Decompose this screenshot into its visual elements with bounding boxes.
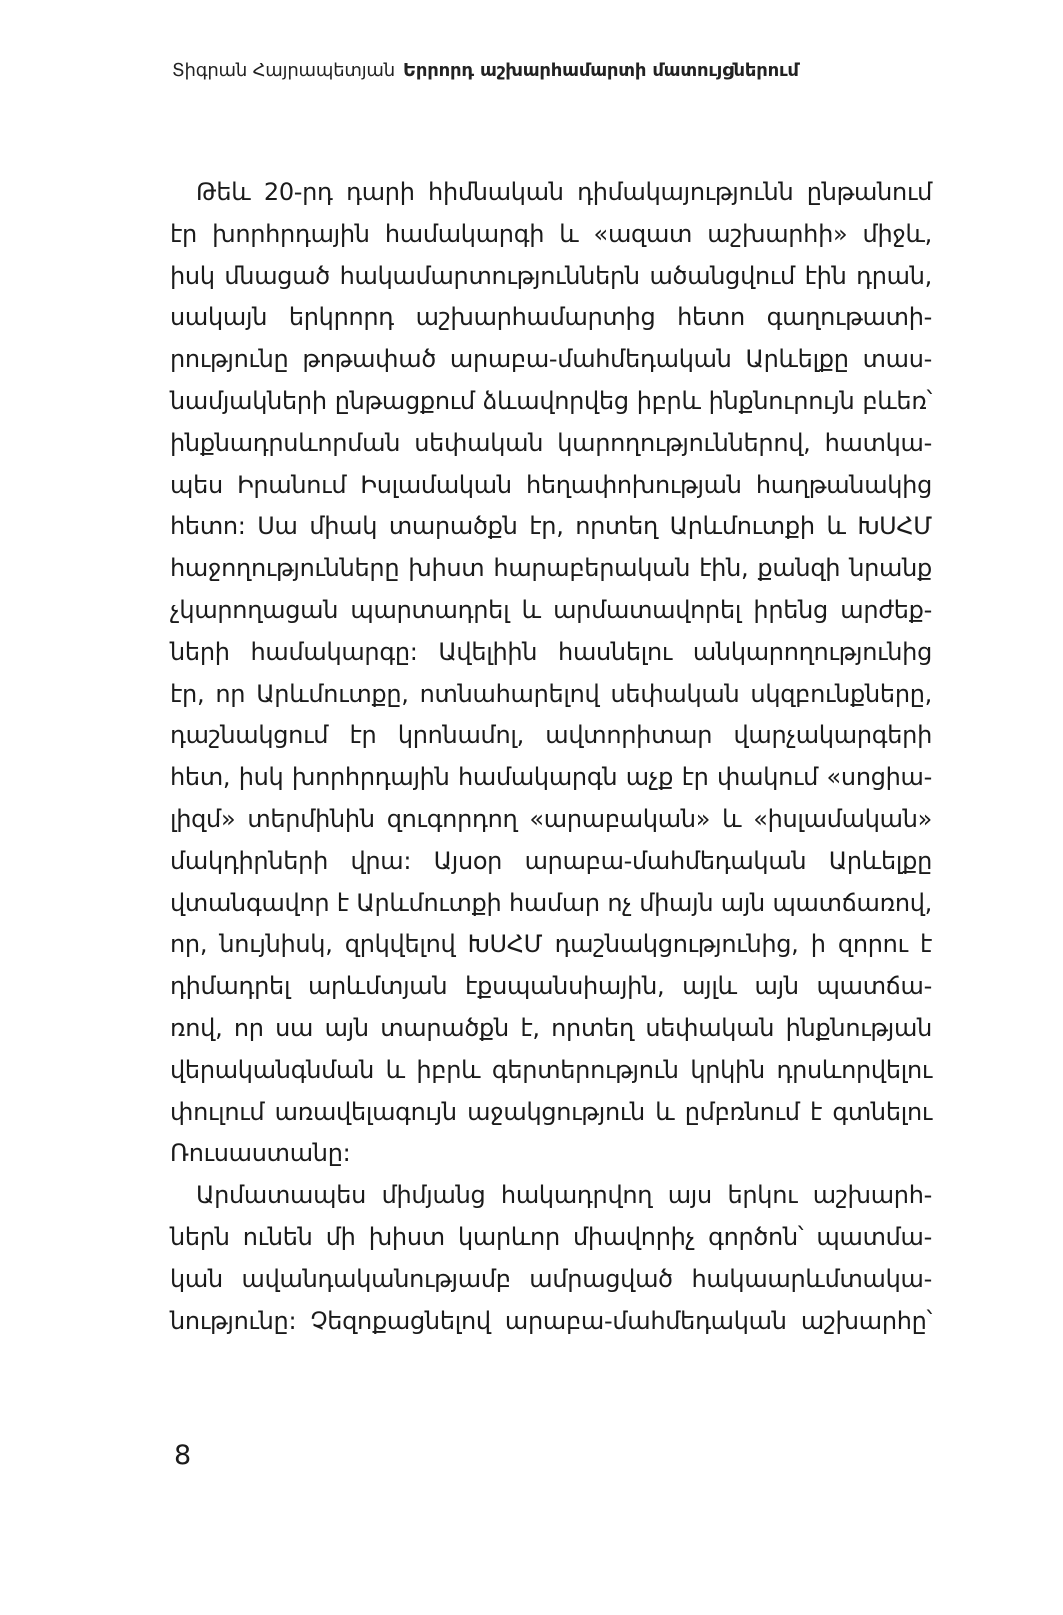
text-line: նամյակների ընթացքում ձևավորվեց իբրև ինքնուրույն բևեռ՝ bbox=[170, 386, 932, 415]
text-line: պես Իրանում Իսլամական հեղափոխության հաղթանակից bbox=[170, 470, 932, 499]
text-line: լիզմ» տերմինին զուգորդող «արաբական» և «իսլամական» bbox=[170, 804, 932, 833]
text-line: րությունը թոթափած արաբա-մահմեդական Արևելքը տաս- bbox=[170, 345, 932, 374]
text-line: սակայն երկրորդ աշխարհամարտից հետո գաղութատի- bbox=[170, 303, 932, 332]
text-line: ների համակարգը: Ավելիին հասնելու անկարողությունից bbox=[170, 637, 932, 666]
text-line: հետ, իսկ խորհրդային համակարգն աչք էր փակում «սոցիա- bbox=[170, 763, 932, 792]
text-line: դիմադրել արևմտյան էքսպանսիային, այլև այն պատճա- bbox=[170, 972, 932, 1001]
header-book-title: Երրորդ աշխարհամարտի մատույցներում bbox=[402, 60, 799, 81]
text-line: էր, որ Արևմուտքը, ոտնահարելով սեփական սկզբունքները, bbox=[170, 679, 932, 708]
text-line: Ռուսաստանը: bbox=[170, 1139, 351, 1168]
text-line: Թեև 20-րդ դարի հիմնական դիմակայությունն ընթանում bbox=[196, 178, 932, 206]
header-author: Տիգրան Հայրապետյան bbox=[172, 60, 395, 81]
body-text bbox=[170, 172, 932, 1342]
text-line: վերականգնման և իբրև գերտերություն կրկին դրսևորվելու bbox=[170, 1055, 932, 1084]
page-footer bbox=[174, 1440, 191, 1471]
running-header bbox=[172, 58, 952, 84]
text-line: իսկ մնացած հակամարտություններն ածանցվում էին դրան, bbox=[170, 261, 932, 290]
text-line: նությունը: Չեզոքացնելով արաբա-մահմեդական աշխարհը՝ bbox=[170, 1306, 932, 1335]
text-line: մակդիրների վրա: Այսօր արաբա-մահմեդական Արևելքը bbox=[170, 846, 932, 875]
paragraph-1 bbox=[170, 172, 932, 1175]
text-line: վտանգավոր է Արևմուտքի համար ոչ միայն այն պատճառով, bbox=[170, 888, 932, 917]
text-line: Արմատապես միմյանց հակադրվող այս երկու աշխարհ- bbox=[196, 1181, 932, 1210]
text-line: չկարողացան պարտադրել և արմատավորել իրենց արժեք- bbox=[170, 595, 932, 624]
text-line: ինքնադրսևորման սեփական կարողություններով, հատկա- bbox=[170, 428, 932, 457]
text-line: դաշնակցում էր կրոնամոլ, ավտորիտար վարչակարգերի bbox=[170, 721, 932, 750]
text-line: ներն ունեն մի խիստ կարևոր միավորիչ գործոն՝ պատմա- bbox=[170, 1222, 932, 1251]
paragraph-2 bbox=[170, 1175, 932, 1342]
text-line: ռով, որ սա այն տարածքն է, որտեղ սեփական ինքնության bbox=[170, 1013, 932, 1042]
text-line: փուլում առավելագույն աջակցություն և ըմբռնում է գտնելու bbox=[170, 1097, 932, 1126]
page-number: 8 bbox=[174, 1440, 192, 1471]
text-line: էր խորհրդային համակարգի և «ազատ աշխարհի» միջև, bbox=[170, 219, 932, 248]
text-line: որ, նույնիսկ, զրկվելով ԽՍՀՄ դաշնակցությունից, ի զորու է bbox=[170, 930, 932, 959]
text-line: կան ավանդականությամբ ամրացված հակաարևմտակա- bbox=[170, 1264, 932, 1293]
text-line: հետո: Սա միակ տարածքն էր, որտեղ Արևմուտքի և ԽՍՀՄ bbox=[170, 512, 932, 541]
text-line: հաջողությունները խիստ հարաբերական էին, քանզի նրանք bbox=[170, 554, 932, 583]
